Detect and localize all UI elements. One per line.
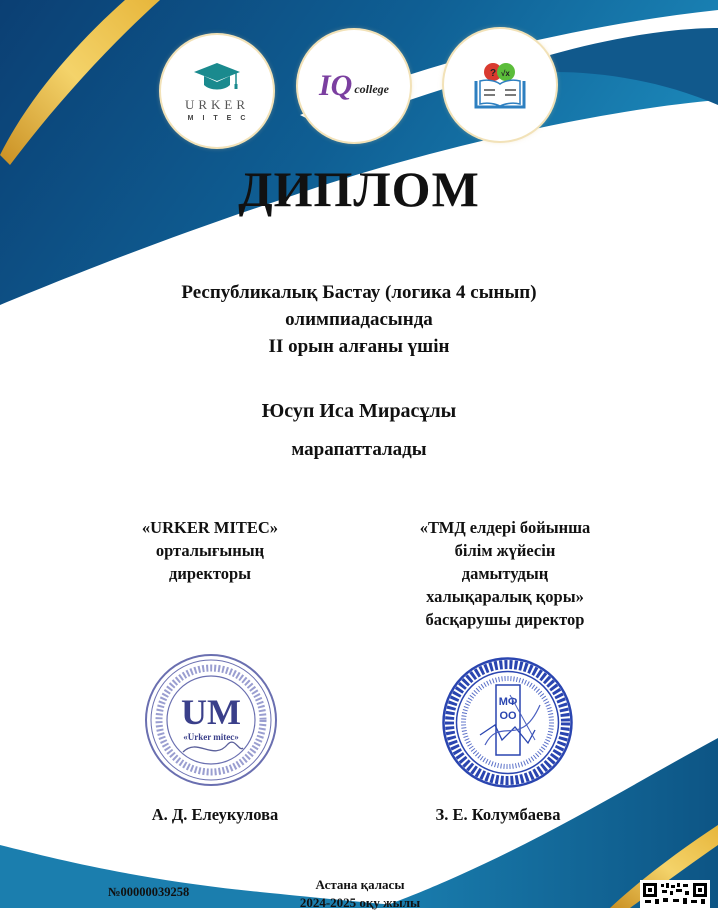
svg-text:ОО: ОО: [499, 710, 517, 722]
award-line-3: II орын алғаны үшін: [268, 336, 450, 357]
urker-mitec-logo: [161, 35, 273, 147]
right-seal-stamp: [440, 655, 575, 790]
right-signatory-org: [385, 516, 625, 631]
right-signer-name: З. Е. Колумбаева: [435, 805, 561, 824]
award-line-1: Республикалық Бастау (логика 4 сынып): [181, 282, 537, 303]
open-book-icon: [472, 59, 528, 111]
academic-year-text: 2024-2025 оқу жылы: [299, 895, 421, 910]
iq-college-logo: [298, 30, 410, 142]
iq-brand-text: IQ: [319, 69, 353, 102]
logo-urker-text: URKER: [184, 96, 250, 112]
svg-text:«Urker mitec»: «Urker mitec»: [183, 732, 239, 742]
svg-text:?: ?: [490, 68, 497, 79]
logo-mitec-text: MITEC: [187, 114, 255, 122]
diploma-title: ДИПЛОМ: [238, 161, 480, 217]
diploma-number: №00000039258: [108, 885, 190, 899]
svg-text:√x: √x: [501, 69, 510, 78]
award-line-2: олимпиадасында: [285, 309, 433, 330]
qr-code[interactable]: [640, 880, 710, 908]
issue-location: [280, 876, 440, 912]
right-org-line: «ТМД елдері бойынша: [419, 518, 591, 537]
right-org-line: басқарушы директор: [425, 610, 585, 629]
left-seal-stamp: [143, 652, 279, 788]
qr-code-icon: [643, 883, 707, 905]
left-org-line: орталығының: [155, 541, 265, 560]
right-org-line: білім жүйесін: [454, 541, 556, 560]
seal-um-text: UM: [181, 692, 241, 732]
college-text: college: [354, 82, 389, 96]
open-book-logo: [444, 29, 556, 141]
left-org-line: директоры: [168, 564, 252, 583]
right-org-line: халықаралық қоры»: [426, 587, 584, 606]
graduation-cap-icon: [192, 61, 242, 93]
recipient-name: Юсуп Иса Мирасұлы: [261, 400, 457, 422]
awarded-text: марапатталады: [291, 439, 427, 460]
left-org-line: «URKER MITEC»: [141, 518, 279, 537]
city-text: Астана қаласы: [315, 877, 405, 892]
right-org-line: дамытудың: [461, 564, 549, 583]
left-signer-name: А. Д. Елеукулова: [151, 805, 279, 824]
award-description: [0, 279, 718, 360]
left-signatory-org: [110, 516, 310, 585]
svg-text:МФ: МФ: [498, 696, 518, 708]
